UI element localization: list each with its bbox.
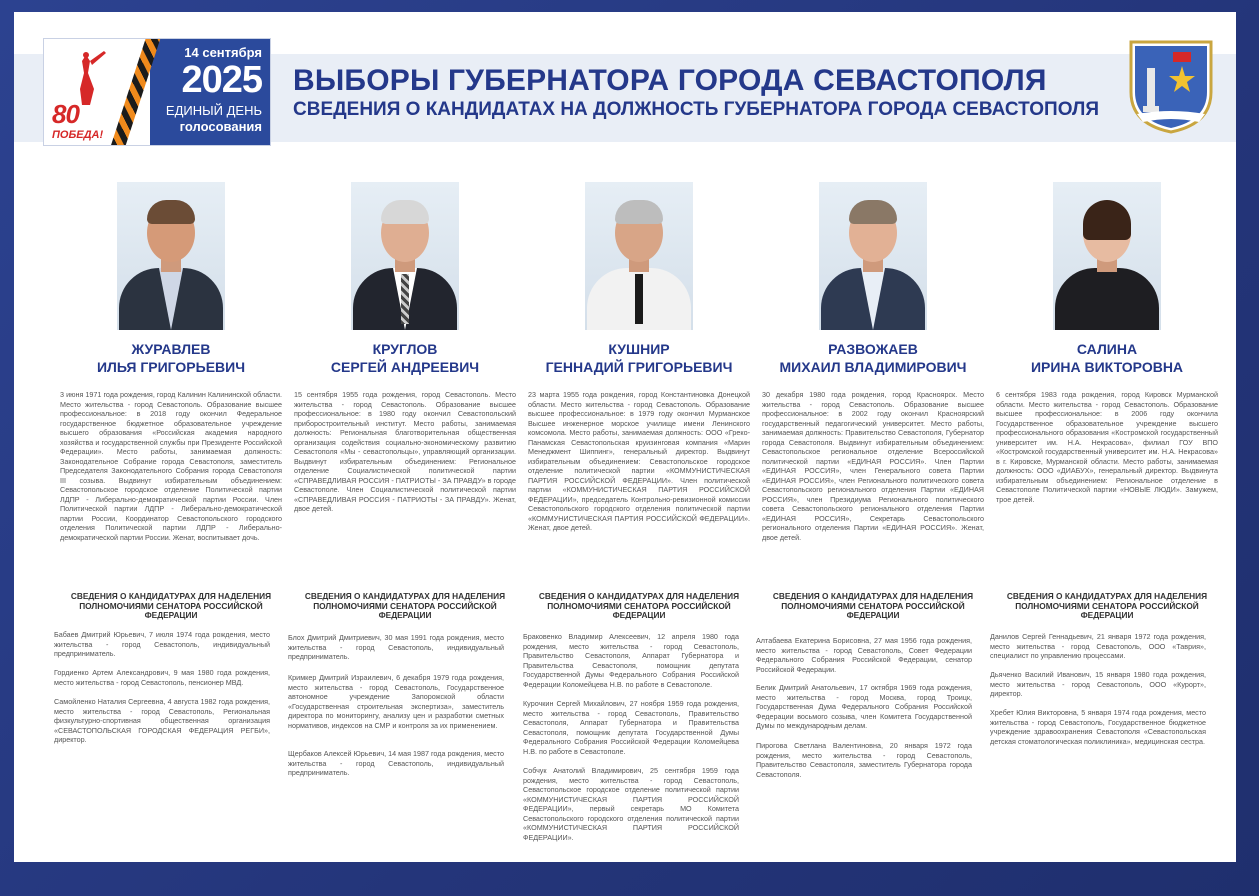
candidate-bio: 30 декабря 1980 года рождения, город Красноярск. Место жительства - город Севастополь. Образование высшее профессиональное: в 2002 году окончил Красноярский государственный педагогический университет. Место работы, занимаемая должность: Правительство Севастополя, Губернатор города Севастополя. Выдвинут избирательным объединением: Севастопольское региональное отделение Всероссийской политической партии «ЕДИНАЯ РОССИЯ». Член Партии «ЕДИНАЯ РОССИЯ», член Генерального совета Партии «ЕДИНАЯ РОССИЯ», член Регионального политического совета Севастопольского регионального отделения Партии «ЕДИНАЯ РОССИЯ», член Президиума Регионального политического совета Севастопольского регионального отделения Партии «ЕДИНАЯ РОССИЯ», Секретарь Севастопольского регионального отделения Партии «ЕДИНАЯ РОССИЯ». Женат, двое детей. <box>762 390 984 542</box>
unified-day-label: ЕДИНЫЙ ДЕНЬ <box>165 103 262 118</box>
candidate-surname: САЛИНА <box>1076 341 1138 357</box>
election-poster <box>14 12 1236 862</box>
candidate-card <box>60 182 282 542</box>
candidate-given-name: ИРИНА ВИКТОРОВНА <box>1030 359 1184 375</box>
candidate-surname: КРУГЛОВ <box>372 341 438 357</box>
candidate-card <box>996 182 1218 504</box>
candidate-card <box>528 182 750 533</box>
senate-heading: СВЕДЕНИЯ О КАНДИДАТУРАХ ДЛЯ НАДЕЛЕНИЯ ПОЛНОМОЧИЯМИ СЕНАТОРА РОССИЙСКОЙ ФЕДЕРАЦИИ <box>1006 591 1208 620</box>
senate-candidate: Гордиенко Артем Александрович, 9 мая 1980 года рождения, место жительства - город Севастополь, пенсионер МВД. <box>54 668 270 687</box>
senate-candidate: Курочкин Сергей Михайлович, 27 ноября 1959 года рождения, место жительства - город Севастополь, Правительство Севастополя, Аппарат Губернатора и Правительства Севастополя, помощник депутата Государственной Думы Федерального Собрания Российской Федерации Коломейцева Н.В. по работе в Севастополе. <box>523 699 739 756</box>
senate-candidate: Щербаков Алексей Юрьевич, 14 мая 1987 года рождения, место жительства - город Севастополь, индивидуальный предприниматель. <box>288 749 504 777</box>
candidate-surname: ЖУРАВЛЕВ <box>131 341 211 357</box>
candidate-photo <box>585 182 693 330</box>
candidate-photo <box>117 182 225 330</box>
candidate-given-name: СЕРГЕЙ АНДРЕЕВИЧ <box>330 359 480 375</box>
senate-candidate: Кримкер Дмитрий Израилевич, 6 декабря 1979 года рождения, место жительства - город Севастополь, Государственное автономное учреждение Запорожской области «Государственная строительная экспертиза», заместитель директора по мониторингу, анализу цен и разработки сметных нормативов, индексов на СМР и контроля за их применением. <box>288 673 504 730</box>
senate-heading: СВЕДЕНИЯ О КАНДИДАТУРАХ ДЛЯ НАДЕЛЕНИЯ ПОЛНОМОЧИЯМИ СЕНАТОРА РОССИЙСКОЙ ФЕДЕРАЦИИ <box>70 591 272 620</box>
senate-heading: СВЕДЕНИЯ О КАНДИДАТУРАХ ДЛЯ НАДЕЛЕНИЯ ПОЛНОМОЧИЯМИ СЕНАТОРА РОССИЙСКОЙ ФЕДЕРАЦИИ <box>772 591 974 620</box>
senate-candidate: Дьяченко Василий Иванович, 15 января 1980 года рождения, место жительства - город Севастополь, ООО «Курорт», директор. <box>990 670 1206 698</box>
candidate-photo <box>351 182 459 330</box>
senate-candidate: Браковенко Владимир Алексеевич, 12 апреля 1980 года рождения, место жительства - город Севастополь, Правительство Севастополя, Аппарат Губернатора и Правительства Севастополя, помощник депутата Государственной Думы Федерального Собрания Российской Федерации Коломейцева Н.В. по работе в Севастополе. <box>523 632 739 689</box>
senate-candidate: Хребет Юлия Викторовна, 5 января 1974 года рождения, место жительства - город Севастополь, Государственное бюджетное учреждение здравоохранения Севастополя «Севастопольская детская стоматологическая поликлиника», медицинская сестра. <box>990 708 1206 746</box>
senate-candidate: Бабаев Дмитрий Юрьевич, 7 июля 1974 года рождения, место жительства - город Севастополь, индивидуальный предприниматель. <box>54 630 270 658</box>
candidate-given-name: МИХАИЛ ВЛАДИМИРОВИЧ <box>779 359 967 375</box>
candidate-card <box>294 182 516 514</box>
senate-candidate: Блох Дмитрий Дмитриевич, 30 мая 1991 года рождения, место жительства - город Севастополь, индивидуальный предприниматель. <box>288 633 504 661</box>
senate-candidate: Собчук Анатолий Владимирович, 25 сентября 1959 года рождения, место жительства - город Севастополь, Севастопольское городское отделение политической партии «КОММУНИСТИЧЕСКАЯ ПАРТИЯ РОССИЙСКОЙ ФЕДЕРАЦИИ», первый секретарь МО Комитета Севастопольского городского отделения политической партии «КОММУНИСТИЧЕСКАЯ ПАРТИЯ РОССИЙСКОЙ ФЕДЕРАЦИИ». <box>523 766 739 842</box>
senate-candidate: Самойленко Наталия Сергеевна, 4 августа 1982 года рождения, место жительства - город Севастополь, Региональная физкультурно-спортивная общественная организация «СЕВАСТОПОЛЬСКАЯ ГОРОДСКАЯ ФЕДЕРАЦИЯ РЕГБИ», директор. <box>54 697 270 744</box>
page-title: ВЫБОРЫ ГУБЕРНАТОРА ГОРОДА СЕВАСТОПОЛЯ <box>293 64 1047 97</box>
election-date: 14 сентября <box>184 45 262 60</box>
senate-candidate: Алтабаева Екатерина Борисовна, 27 мая 1956 года рождения, место жительства - город Севастополь, Совет Федерации Федерального Собрания Российской Федерации, сенатор Российской Федерации. <box>756 636 972 674</box>
candidate-card <box>762 182 984 542</box>
candidate-surname: РАЗВОЖАЕВ <box>828 341 918 357</box>
senate-heading: СВЕДЕНИЯ О КАНДИДАТУРАХ ДЛЯ НАДЕЛЕНИЯ ПОЛНОМОЧИЯМИ СЕНАТОРА РОССИЙСКОЙ ФЕДЕРАЦИИ <box>538 591 740 620</box>
sevastopol-coat-of-arms-icon <box>1129 38 1213 134</box>
candidate-given-name: ГЕННАДИЙ ГРИГОРЬЕВИЧ <box>545 359 733 375</box>
candidate-photo <box>1053 182 1161 330</box>
voting-label: голосования <box>179 119 262 134</box>
page-subtitle: СВЕДЕНИЯ О КАНДИДАТАХ НА ДОЛЖНОСТЬ ГУБЕРНАТОРА ГОРОДА СЕВАСТОПОЛЯ <box>293 99 1099 120</box>
candidate-bio: 23 марта 1955 года рождения, город Константиновка Донецкой области. Место жительства - город Севастополь. Образование высшее профессиональное: в 1979 году окончил Мурманское Высшее инженерное морское училище имени Ленинского комсомола. Место работы, занимаемая должность: ООО «Греко-Панамская Севастопольская круизинговая компания «Марин Менеджмент Шиппинг», генеральный директор. Выдвинут избирательным объединением: Севастопольское городское отделение политической партии «КОММУНИСТИЧЕСКАЯ ПАРТИЯ РОССИЙСКОЙ ФЕДЕРАЦИИ». Член политической партии «КОММУНИСТИЧЕСКАЯ ПАРТИЯ РОССИЙСКОЙ ФЕДЕРАЦИИ», председатель Контрольно-ревизионной комиссии Севастопольского городского отделения политической партии «КОММУНИСТИЧЕСКАЯ ПАРТИЯ РОССИЙСКОЙ ФЕДЕРАЦИИ». Женат, двое детей. <box>528 390 750 532</box>
candidate-bio: 3 июня 1971 года рождения, город Калинин Калининской области. Место жительства - город Севастополь. Образование высшее профессиональное: в 2018 году окончил Федеральное государственное бюджетное образовательное учреждение высшего образования «Российская академия народного хозяйства и государственной службы при Президенте Российской Федерации». Место работы, занимаемая должность: Законодательное Собрание города Севастополя, заместитель Председателя Законодательного Собрания города Севастополя III созыва. Выдвинут избирательным объединением: Севастопольское городское отделение Политической партии ЛДПР - Либерально-демократической партии России. Член Политической партии ЛДПР - Либерально-демократической партии России, Координатор Севастопольского городского отделения Политической партии ЛДПР - Либерально-демократической партии России. Женат, воспитывает дочь. <box>60 390 282 542</box>
candidate-surname: КУШНИР <box>608 341 670 357</box>
senate-heading: СВЕДЕНИЯ О КАНДИДАТУРАХ ДЛЯ НАДЕЛЕНИЯ ПОЛНОМОЧИЯМИ СЕНАТОРА РОССИЙСКОЙ ФЕДЕРАЦИИ <box>304 591 506 620</box>
victory-label: ПОБЕДА! <box>52 129 104 141</box>
senate-candidate: Данилов Сергей Геннадьевич, 21 января 1972 года рождения, место жительства - город Севастополь, ООО «Таврия», специалист по управлению процессами. <box>990 632 1206 660</box>
election-day-logo <box>43 38 271 146</box>
anniversary-number: 80 <box>52 99 79 129</box>
candidate-photo <box>819 182 927 330</box>
senate-candidate: Пирогова Светлана Валентиновна, 20 января 1972 года рождения, место жительства - город Севастополь, Правительство Севастополя, заместитель Губернатора города Севастополя. <box>756 741 972 779</box>
candidate-bio: 15 сентября 1955 года рождения, город Севастополь. Место жительства - город Севастополь. Образование высшее профессиональное: в 1980 году окончил Севастопольский приборостроительный институт. Место работы, занимаемая должность: Региональная благотворительная общественная организация содействия социально-экономическому развитию Севастополя «Мы - севастопольцы», управляющий организации. Выдвинут избирательным объединением: Региональное отделение Социалистической политической партии «СПРАВЕДЛИВАЯ РОССИЯ - ПАТРИОТЫ - ЗА ПРАВДУ» в городе Севастополе. Член Социалистической политической партии «СПРАВЕДЛИВАЯ РОССИЯ - ПАТРИОТЫ - ЗА ПРАВДУ». Женат, двое детей. <box>294 390 516 513</box>
election-year: 2025 <box>181 59 262 101</box>
candidate-bio: 6 сентября 1983 года рождения, город Кировск Мурманской области. Место жительства - город Севастополь. Образование высшее профессиональное: в 2006 году окончила Государственное образовательное учреждение высшего профессионального образования «Костромской государственный университет им. Н.А. Некрасова», филиал ГОУ ВПО «Костромской государственный университет им. Н.А. Некрасова» в г. Кировске, Мурманской области. Место работы, занимаемая должность: ООО «ДИАБУХ», генеральный директор. Выдвинута избирательным объединением: Региональное отделение в Севастополе Политической партии «НОВЫЕ ЛЮДИ». Замужем, трое детей. <box>996 390 1218 504</box>
candidate-given-name: ИЛЬЯ ГРИГОРЬЕВИЧ <box>96 359 246 375</box>
senate-candidate: Белик Дмитрий Анатольевич, 17 октября 1969 года рождения, место жительства - город Москва, город Троицк, Государственная Дума Федерального Собрания Российской Федерации восьмого созыва, член Комитета Государственной Думы по международным делам. <box>756 683 972 730</box>
